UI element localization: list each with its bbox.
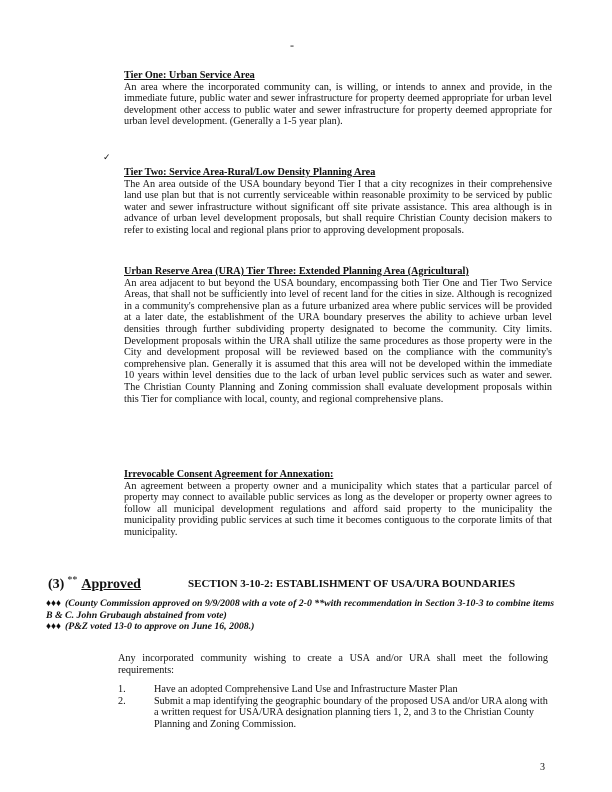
tier-three-text: An area adjacent to but beyond the USA boundary, encompassing both Tier One and Tier Two Service Areas, that shall not be sufficiently into level of recent land for the cities in size. Although is recognized in a community's comprehensive plan as a future urbanized area where public services will be provided at a later date, the establishment of the URA boundary preserves the ability to achieve urban level densities through further subdividing property designated to become the community. City limits. Development proposals within the URA shall utilize the same procedures as those property were in the City and development proposal will be reviewed based on the compliance with the community's comprehensive plan. Generally it is assumed that this area will not be developed within the immediate 10 years within level densities due to the lack of urban level public services such as water and sewer. The Christian County Planning and Zoning commission shall evaluate development proposals within this Tier for compliance with local, county, and regional comprehensive plans. (124, 277, 552, 405)
tier-one-text: An area where the incorporated community can, is willing, or intends to annex and provide, in the immediate future, public water and sewer infrastructure for property deemed appropriate for urban level development other access to public water and sewer infrastructure for property deemed appropriate for urban level development. (Generally a 1-5 year plan). (124, 81, 552, 128)
page-number: 3 (540, 762, 545, 773)
tier-three-block (124, 266, 552, 405)
note-bullet-icon: ♦♦♦ (46, 598, 61, 609)
list-item-number: 2. (118, 695, 126, 707)
requirements-list (118, 684, 548, 730)
approval-stars: ** (67, 575, 78, 586)
list-item (118, 684, 548, 696)
requirements-intro: Any incorporated community wishing to create a USA and/or URA shall meet the following requirements: (118, 653, 548, 676)
consent-text: An agreement between a property owner and a municipality which states that a particular parcel of property may connect to available public services as long as the developer or property owner agrees to follow all municipal development regulations and afford said property to the municipality the municipality providing public services at such time it becomes contiguous to the corporate limits of that municipality. (124, 480, 552, 538)
tier-three-heading: Urban Reserve Area (URA) Tier Three: Extended Planning Area (Agricultural) (124, 266, 469, 277)
list-item-number: 1. (118, 684, 126, 695)
approval-notes (46, 598, 556, 633)
note-commission-text: (County Commission approved on 9/9/2008 with a vote of 2-0 **with recommendation in Section 3-10-3 to combine items B & C. John Grubaugh abstained from vote) (46, 598, 555, 621)
tier-two-heading: Tier Two: Service Area-Rural/Low Density Planning Area (124, 167, 376, 178)
item-number: (3) (48, 577, 65, 592)
list-item-text: Have an adopted Comprehensive Land Use and Infrastructure Master Plan (154, 684, 458, 695)
list-item-text: Submit a map identifying the geographic boundary of the proposed USA and/or URA along with a written request for USA/URA designation planning tiers 1, 2, and 3 to the Christian County Planning and Zoning Commission. (154, 695, 548, 730)
note-commission (46, 598, 556, 621)
tier-one-heading: Tier One: Urban Service Area (124, 70, 255, 81)
tier-one-block (124, 70, 552, 128)
note-pz (46, 621, 556, 633)
page-mark: - (290, 38, 294, 52)
tier-two-block (124, 167, 552, 237)
list-item (118, 696, 548, 731)
consent-block (124, 469, 552, 539)
tier-two-text: The An area outside of the USA boundary beyond Tier I that a city recognizes in their comprehensive land use plan but that is not currently serviceable within reasonable proximity to be serviced by public water and sewer infrastructure without significant off site private assistance. This area although is in advance of urban level development proposals, but shall require Christian County decision makers to refer to existing local and regional plans prior to approving development proposals. (124, 178, 552, 236)
note-pz-text: (P&Z voted 13-0 to approve on June 16, 2008.) (65, 621, 255, 633)
margin-mark-icon: ✓ (103, 152, 111, 162)
consent-heading: Irrevocable Consent Agreement for Annexation: (124, 469, 334, 480)
note-bullet-icon: ♦♦♦ (46, 621, 61, 633)
section-title: SECTION 3-10-2: ESTABLISHMENT OF USA/URA BOUNDARIES (188, 578, 516, 590)
approved-label: Approved (81, 577, 141, 592)
approval-row (48, 575, 558, 593)
